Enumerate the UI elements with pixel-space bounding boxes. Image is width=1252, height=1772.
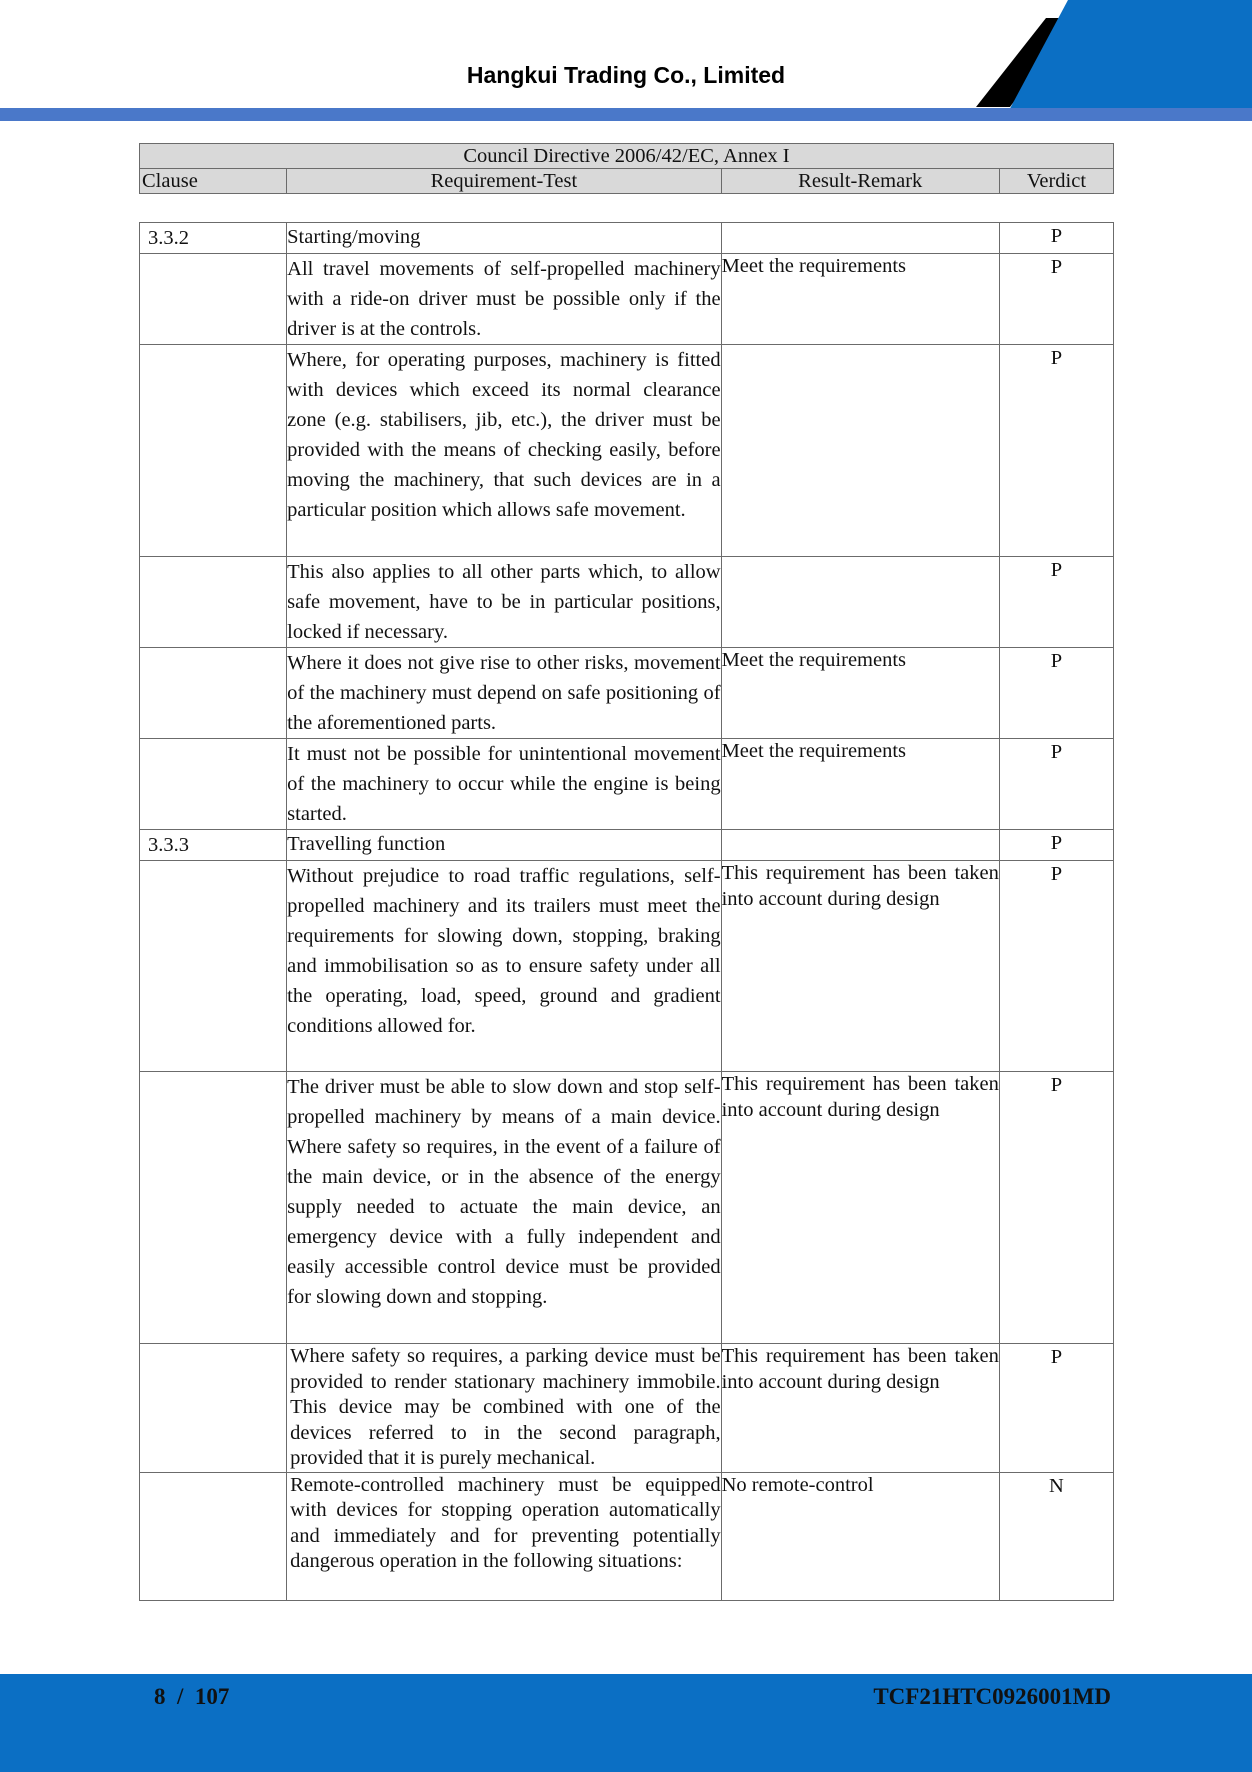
requirement-cell: Starting/moving [287,223,721,254]
verdict-cell: P [999,648,1113,739]
requirement-cell: Where safety so requires, a parking device must be provided to render stationary machinery immobile. This device may be combined with one of the devices referred to in the second paragraph, provided that it is purely mechanical. [287,1344,721,1473]
result-cell [721,345,999,557]
verdict-cell: P [999,254,1113,345]
clause-cell [140,648,287,739]
clause-cell: 3.3.2 [140,223,287,254]
requirement-cell: Where, for operating purposes, machinery is fitted with devices which exceed its normal clearance zone (e.g. stabilisers, jib, etc.), the driver must be provided with the means of checking easily, before moving the machinery, that such devices are in a particular position which allows safe movement. [287,345,721,557]
page-number: 8 / 107 [154,1684,230,1709]
requirement-cell: This also applies to all other parts which, to allow safe movement, have to be in particular positions, locked if necessary. [287,557,721,648]
result-cell: This requirement has been taken into account during design [721,861,999,1072]
table-row [140,1072,1114,1344]
company-name: Hangkui Trading Co., Limited [466,62,786,88]
clause-cell [140,1344,287,1473]
verdict-cell: P [999,345,1113,557]
verdict-cell: P [999,739,1113,830]
result-cell: This requirement has been taken into account during design [721,1072,999,1344]
result-cell: No remote-control [721,1472,999,1600]
clause-cell: 3.3.3 [140,830,287,861]
column-header-requirement: Requirement-Test [287,169,721,194]
requirement-cell: All travel movements of self-propelled machinery with a ride-on driver must be possible only if the driver is at the controls. [287,254,721,345]
column-header-result: Result-Remark [721,169,999,194]
result-cell [721,223,999,254]
table-row [140,345,1114,557]
requirement-cell: Remote-controlled machinery must be equipped with devices for stopping operation automatically and immediately and for preventing potentially dangerous operation in the following situations: [287,1472,721,1600]
verdict-cell: P [999,861,1113,1072]
table-row [140,861,1114,1072]
result-cell [721,557,999,648]
clause-cell [140,345,287,557]
verdict-cell: P [999,1072,1113,1344]
verdict-cell: N [999,1472,1113,1600]
clause-cell [140,861,287,1072]
verdict-cell: P [999,1344,1113,1473]
table-row [140,830,1114,861]
verdict-cell: P [999,557,1113,648]
requirement-cell: Without prejudice to road traffic regulations, self-propelled machinery and its trailers must meet the requirements for slowing down, stopping, braking and immobilisation so as to ensure safety under all the operating, load, speed, ground and gradient conditions allowed for. [287,861,721,1072]
table-header [139,143,1114,194]
table-row [140,223,1114,254]
result-cell: Meet the requirements [721,648,999,739]
verdict-cell: P [999,223,1113,254]
clause-cell [140,739,287,830]
result-cell: Meet the requirements [721,739,999,830]
table-row [140,1472,1114,1600]
verdict-cell: P [999,830,1113,861]
table-row [140,648,1114,739]
requirement-cell: The driver must be able to slow down and stop self-propelled machinery by means of a main device. Where safety so requires, in the event of a failure of the main device, or in the absence of the energy supply needed to actuate the main device, an emergency device with a fully independent and easily accessible control device must be provided for slowing down and stopping. [287,1072,721,1344]
header-bar [0,108,1252,121]
requirements-table [139,222,1114,1601]
clause-cell [140,557,287,648]
report-number: TCF21HTC0926001MD [873,1684,1111,1709]
requirement-cell: Where it does not give rise to other risks, movement of the machinery must depend on safe positioning of the aforementioned parts. [287,648,721,739]
column-header-verdict: Verdict [999,169,1113,194]
table-row [140,1344,1114,1473]
clause-cell [140,254,287,345]
result-cell: Meet the requirements [721,254,999,345]
requirement-cell: It must not be possible for unintentional movement of the machinery to occur while the engine is being started. [287,739,721,830]
table-row [140,557,1114,648]
result-cell: This requirement has been taken into account during design [721,1344,999,1473]
table-row [140,739,1114,830]
column-header-clause: Clause [140,169,287,194]
table-title: Council Directive 2006/42/EC, Annex I [140,144,1114,169]
requirement-cell: Travelling function [287,830,721,861]
clause-cell [140,1072,287,1344]
result-cell [721,830,999,861]
corner-blue-block [1006,0,1252,116]
table-row [140,254,1114,345]
clause-cell [140,1472,287,1600]
